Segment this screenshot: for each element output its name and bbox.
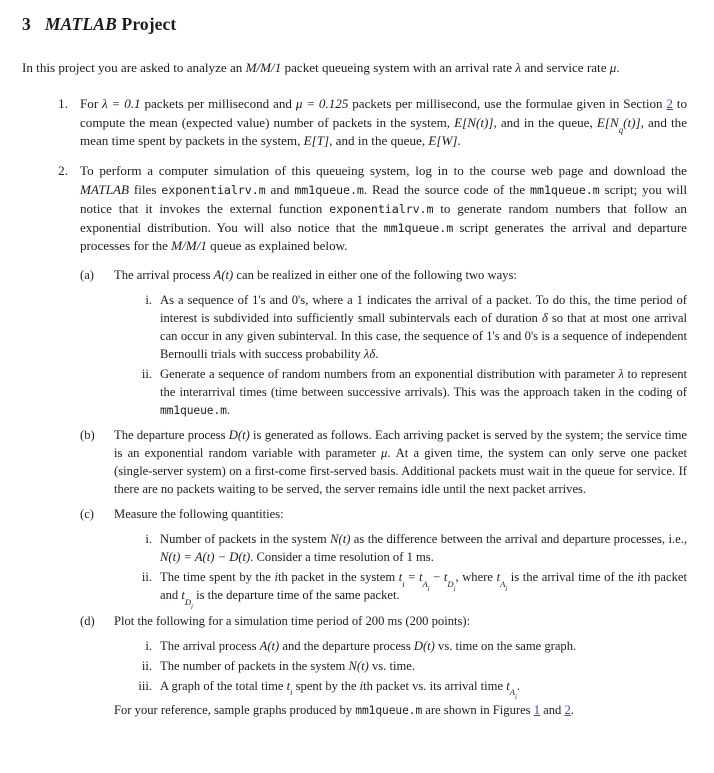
list-marker-a-i: i. — [145, 293, 152, 308]
list-item-c — [80, 505, 687, 612]
item-c-ii-math-td2 — [181, 588, 193, 612]
item-a-math-at: A(t) — [213, 268, 234, 283]
item-a-i-text-1: As a sequence of 1's and 0's, where a 1 indicates the arrival of a packet. To do this, the time period of interest is subdivided into sufficiently small subintervals each of duration — [160, 293, 687, 326]
item-a-ii-text-3: . — [226, 403, 230, 418]
item-d-iii-text-3: th packet vs. its arrival time — [363, 678, 507, 693]
intro-text-4: . — [616, 60, 620, 75]
intro-text-2: packet queueing system with an arrival rate — [281, 60, 516, 75]
item-c-ii-ta2-sub — [500, 578, 508, 594]
item1-math-enq-base: E[N — [596, 114, 619, 130]
intro-math-mm1: M/M/1 — [245, 60, 282, 75]
sub-list-letters — [80, 266, 687, 719]
item-c-i-text-1: Number of packets in the system — [160, 532, 331, 547]
intro-paragraph — [22, 59, 690, 78]
item2-text-2: files — [128, 181, 162, 197]
item-d-ii-text-2: vs. time. — [368, 658, 415, 673]
item1-text-4: to compute the mean (expected value) number of packets in the system, — [80, 95, 687, 130]
item-c-ii-ta-sub — [422, 578, 430, 594]
item2-code-exponentialrv: exponentialrv.m — [161, 182, 266, 197]
list-item-2 — [22, 162, 690, 719]
item2-text-5: script; you will notice that it invokes the external function — [80, 181, 687, 216]
item1-math-enq — [596, 114, 641, 135]
item2-code-mm1queue-3: mm1queue.m — [383, 220, 454, 235]
item2-text-4: . Read the source code of the — [363, 181, 531, 197]
item-b-math-mu: μ — [381, 446, 388, 461]
list-item-b — [80, 426, 687, 498]
item-b-text-1: The departure process — [114, 428, 229, 443]
list-marker-c-ii: ii. — [141, 570, 152, 585]
item-d-ii-text-1: The number of packets in the system — [160, 658, 349, 673]
item-c-i-text-3: . Consider a time resolution of 1 ms. — [250, 550, 434, 565]
tail-text-2: are shown in Figures — [422, 702, 534, 717]
item-c-ii-minus: − — [429, 570, 444, 585]
list-marker-d-ii: ii. — [141, 658, 152, 673]
item1-text-6: , and the mean time spent by packets in the system, — [80, 114, 688, 149]
item-a-i-math-delta: δ — [541, 311, 548, 326]
item-c-ii-text-2: th packet in the system — [277, 570, 399, 585]
list-marker-b: (b) — [80, 428, 95, 443]
item2-code-mm1queue-2: mm1queue.m — [530, 182, 600, 197]
item-c-ii-ti-base: t — [398, 570, 403, 585]
item1-math-enq-tail: (t)] — [623, 114, 641, 130]
item2-math-mm1: M/M/1 — [171, 238, 207, 254]
item-c-ii-ta2-subsub: i — [505, 586, 508, 594]
tail-text-3: and — [540, 702, 565, 717]
item-c-ii-text-1: The time spent by the — [160, 570, 275, 585]
item1-math-ew: E[W] — [428, 133, 458, 149]
item1-math-mu: μ = 0.125 — [295, 95, 349, 111]
intro-math-lambda: λ — [515, 60, 522, 75]
item-c-ii-text-3: , where — [455, 570, 497, 585]
item-d-i-math-at: A(t) — [259, 638, 280, 653]
item1-math-lambda: λ = 0.1 — [102, 95, 141, 111]
item1-text-1: For — [80, 95, 103, 111]
item-d-iii-text-1: A graph of the total time — [160, 678, 287, 693]
item-c-i-math-nt: N(t) — [330, 532, 351, 547]
intro-text-3: and service rate — [521, 60, 610, 75]
item-d-iii-text-2: spent by the — [292, 678, 360, 693]
item-c-ii-equals: = — [404, 570, 419, 585]
item-d-iii-ti-base: t — [286, 678, 291, 693]
item1-text-8: . — [457, 133, 461, 149]
item-c-ii-text-5: th packet and — [160, 570, 687, 603]
list-item-d-i — [114, 637, 687, 655]
item-d-text-1: Plot the following for a simulation time period of 200 ms (200 points): — [114, 613, 471, 628]
list-item-c-ii — [114, 568, 687, 612]
item2-text-3: and — [265, 181, 295, 197]
item-c-ii-td-sub — [447, 578, 456, 594]
list-item-a-ii — [114, 365, 687, 419]
item-c-ii-italic-i-2: i — [637, 570, 641, 585]
item-d-ii-math-nt: N(t) — [348, 658, 369, 673]
list-item-1 — [22, 95, 690, 151]
list-marker-a: (a) — [80, 268, 94, 283]
item2-text-6: to generate random numbers that follow an exponential distribution. You will also notice that the — [80, 200, 687, 235]
item-c-i-math-equation: N(t) = A(t) − D(t) — [160, 550, 251, 565]
list-item-d-iii — [114, 677, 687, 702]
item-a-ii-code-mm1queue: mm1queue.m — [160, 404, 227, 418]
item1-math-ent: E[N(t)] — [454, 114, 494, 130]
list-marker-d-iii: iii. — [138, 678, 152, 693]
item-c-ii-td2-sub — [184, 597, 193, 612]
item-b-text-2: is generated as follows. Each arriving packet is served by the system; the service time is an exponential random variable with parameter — [114, 428, 687, 461]
item-d-iii-math-ta — [506, 678, 517, 702]
item-c-ii-td-sub-letter: D — [447, 578, 454, 589]
item-c-ii-italic-i-1: i — [274, 570, 278, 585]
item-a-i-text-2: so that at most one arrival can occur in any given subinterval. In this case, the sequence of 1's and 0's is a sequence of independent Bernoulli trials with success probability — [160, 311, 687, 362]
list-item-d-ii — [114, 657, 687, 675]
section-title-rest: Project — [121, 14, 177, 34]
item-c-ii-ta2-base: t — [496, 570, 501, 585]
sub-list-d-roman — [114, 637, 687, 702]
item-a-ii-text-1: Generate a sequence of random numbers from an exponential distribution with parameter — [160, 367, 619, 382]
list-marker-d: (d) — [80, 613, 95, 628]
tail-code-mm1queue: mm1queue.m — [355, 703, 423, 717]
item-c-ii-ta-subsub: i — [427, 586, 430, 594]
item-c-ii-ti-sub: i — [402, 578, 405, 589]
list-marker-a-ii: ii. — [141, 367, 152, 382]
intro-text-1: In this project you are asked to analyze an — [22, 60, 246, 75]
item-a-ii-text-2: to represent the interarrival times (time between successive arrivals). This was the approach taken in the coding of — [160, 367, 687, 400]
figure-2-reference-link[interactable]: 2 — [564, 702, 571, 717]
section-number: 3 — [22, 14, 31, 34]
item-d-iii-text-4: . — [516, 678, 520, 693]
item-b-math-dt: D(t) — [228, 428, 250, 443]
item1-text-7: , and in the queue, — [329, 133, 429, 149]
list-marker-d-i: i. — [145, 638, 152, 653]
sub-list-a-roman — [114, 291, 687, 419]
item-d-iii-ta-sub-letter: A — [509, 687, 515, 698]
section-title-italic: MATLAB — [44, 14, 118, 34]
item-c-text-1: Measure the following quantities: — [114, 507, 284, 522]
item-c-ii-td2-subsub: i — [191, 604, 193, 612]
section-2-reference-link[interactable]: 2 — [666, 95, 673, 111]
item-d-iii-ta-base: t — [506, 678, 510, 693]
list-item-d — [80, 612, 687, 719]
item-c-ii-text-6: is the departure time of the same packet. — [192, 588, 400, 603]
figure-1-reference-link[interactable]: 1 — [533, 702, 541, 717]
item-d-iii-ta-subsub: i — [514, 694, 517, 702]
list-item-a-i — [114, 291, 687, 363]
item1-text-5: , and in the queue, — [493, 114, 597, 130]
item-d-iii-italic-i: i — [359, 678, 364, 693]
item-a-text-1: The arrival process — [114, 268, 214, 283]
item1-math-et: E[T] — [303, 133, 330, 149]
item1-text-3: packets per millisecond, use the formulae given in Section — [348, 95, 667, 111]
item-d-i-math-dt: D(t) — [413, 638, 435, 653]
item-d-iii-ti-sub: i — [290, 687, 293, 698]
sub-list-c-roman — [114, 530, 687, 612]
list-marker-c-i: i. — [145, 532, 152, 547]
item-d-i-text-1: The arrival process — [160, 638, 260, 653]
item-c-ii-td-subsub: i — [453, 586, 456, 594]
list-item-c-i — [114, 530, 687, 566]
tail-text-1: For your reference, sample graphs produced by — [114, 702, 356, 717]
item-a-i-text-3: . — [375, 347, 379, 362]
item-c-ii-ta-base: t — [418, 570, 423, 585]
list-marker-c: (c) — [80, 507, 94, 522]
list-marker-2: 2. — [58, 163, 68, 179]
item-c-ii-text-4: is the arrival time of the — [507, 570, 638, 585]
item2-text-8: queue as explained below. — [206, 238, 348, 254]
intro-math-mu: μ — [609, 60, 617, 75]
item-c-ii-td2-base: t — [181, 588, 185, 603]
item2-code-exponentialrv-2: exponentialrv.m — [329, 201, 434, 216]
item2-matlab-italic: MATLAB — [80, 181, 129, 197]
item-a-i-math-lambdadelta: λδ — [363, 347, 376, 362]
item-a-ii-math-lambda: λ — [618, 367, 624, 382]
item-c-ii-td-base: t — [443, 570, 448, 585]
reference-paragraph — [114, 701, 687, 719]
list-item-a — [80, 266, 687, 419]
item-b-text-3: . At a given time, the system can only serve one packet (single-server system) on a first-come first-served basis. Additional packets must wait in the queue for service. If there are no packets waiting to be served, the server remains idle until the next packet arrives. — [114, 446, 687, 497]
item-c-ii-math-equation — [398, 570, 456, 594]
item1-math-enq-sub: q — [618, 124, 624, 135]
item-d-i-text-3: vs. time on the same graph. — [434, 638, 577, 653]
item-c-i-text-2: as the difference between the arrival and departure processes, i.e., — [350, 532, 687, 547]
item-d-iii-ta-sub — [509, 687, 517, 702]
item-c-ii-math-ta2 — [496, 570, 508, 594]
item-a-text-2: can be realized in either one of the following two ways: — [233, 268, 517, 283]
item1-text-2: packets per millisecond and — [140, 95, 296, 111]
item-d-i-text-2: and the departure process — [279, 638, 414, 653]
section-heading — [22, 14, 690, 35]
item-c-ii-ta-sub-letter: A — [422, 578, 428, 589]
tail-text-4: . — [570, 702, 574, 717]
list-marker-1: 1. — [58, 95, 68, 111]
item2-text-7: script generates the arrival and departure processes for the — [80, 219, 687, 254]
item-c-ii-ta2-sub-letter: A — [500, 578, 506, 589]
item2-code-mm1queue-1: mm1queue.m — [294, 182, 364, 197]
item2-text-1: To perform a computer simulation of this queueing system, log in to the course web page and download the — [80, 163, 687, 179]
item-c-ii-td2-sub-letter: D — [184, 597, 192, 608]
main-list — [22, 95, 690, 719]
